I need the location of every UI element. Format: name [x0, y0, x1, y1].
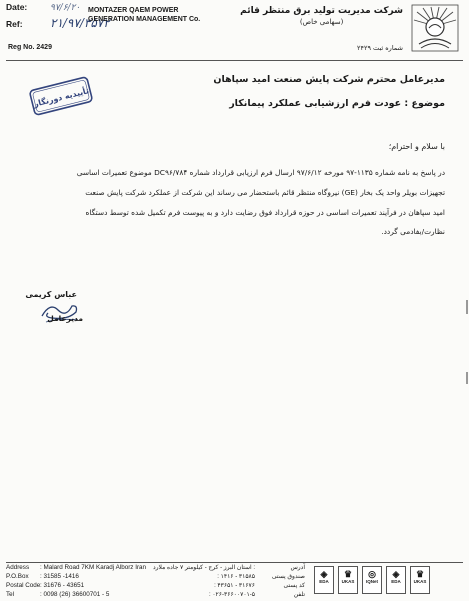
certification-badge-icon: ♛ UKAS — [410, 566, 430, 594]
pobox-label: P.O.Box — [6, 573, 29, 580]
cert-label: EDA — [391, 579, 401, 584]
signatory-name: عباس کریمی — [25, 290, 77, 299]
cert-label: EDA — [319, 579, 329, 584]
cert-label: IQNet — [365, 579, 378, 584]
footer-pobox-fa: ۳۱۵۸۵ - ۱۴۱۶ : — [217, 574, 255, 580]
registration-number: Reg No. 2429 — [8, 44, 52, 51]
date-label: Date: — [6, 2, 28, 12]
company-name-en — [88, 6, 200, 24]
company-name-en-line2: GENERATION MANAGEMENT Co. — [88, 16, 201, 23]
registration-number-fa: شماره ثبت ۲۴۲۹ — [357, 44, 403, 52]
margin-mark — [466, 300, 468, 314]
footer-address — [6, 564, 146, 571]
footer-tel — [6, 591, 109, 598]
body-line: نظارت/بفادمی گردد. — [381, 227, 445, 237]
footer-tel-fa: ۰۲۶-۳۶۶۰۰۷۰۱-۵ : — [208, 592, 255, 598]
postcode-label: Postal Code — [6, 582, 41, 589]
company-logo — [411, 4, 459, 52]
postcode-value: : 31676 - 43651 — [40, 582, 85, 589]
certification-badge-icon: ◈ EDA — [314, 566, 334, 594]
ref-label: Ref: — [6, 19, 23, 29]
certification-badge-icon: ♛ UKAS — [338, 566, 358, 594]
signatory-title: مدیرعامل — [47, 314, 83, 323]
cert-label: UKAS — [413, 579, 427, 584]
footer-pobox — [6, 573, 79, 580]
company-name-fa: شرکت مدیریت تولید برق منتظر قائم — [240, 6, 403, 16]
certification-badge-icon: ◎ IQNet — [362, 566, 382, 594]
address-label-fa: آدرس — [290, 565, 305, 571]
letter-footer — [6, 562, 463, 601]
body-line: امید سپاهان در فرآیند تعمیرات اساسی در حوزه قرارداد فوق رضایت دارد و به پیوست فرم تکمیل شده توسط دستگاه — [85, 207, 445, 217]
fax-confirmation-stamp — [28, 75, 95, 117]
tel-value: : 0098 (26) 36600701 - 5 — [40, 591, 110, 598]
pobox-value: : 31585 -1416 — [40, 573, 79, 580]
subject-line: موضوع : عودت فرم ارزشیابی عملکرد پیمانکار — [229, 98, 445, 109]
footer-postcode — [6, 582, 84, 589]
certification-badge-icon: ◈ EDA — [386, 566, 406, 594]
tel-label: Tel — [6, 591, 15, 598]
margin-mark — [466, 372, 468, 384]
address-value: : Malard Road 7KM Karadj Alborz Iran — [40, 564, 147, 571]
body-line: تجهیزات بویلر واحد یک بخار (GE) نیروگاه منتظر قائم باستحضار می رساند این شرکت از عملکرد شرکت پایش صنعت — [85, 187, 445, 197]
body-line: در پاسخ به نامه شماره ۱۱۳۵-۹۷ مورخه ۹۷/۶/۱۲ ارسال فرم ارزیابی قرارداد شماره DC۹۶/۷۸۴ موضوع تعمیرات اساسی — [76, 168, 445, 177]
date-value: ۹۷/۶/۲۰ — [50, 3, 81, 13]
cert-label: UKAS — [341, 579, 355, 584]
postcode-label-fa: کد پستی — [283, 583, 305, 589]
tel-label-fa: تلفن — [293, 592, 305, 598]
body-paragraph — [26, 163, 445, 242]
addressee: مدیرعامل محترم شرکت پایش صنعت امید سپاهان — [213, 74, 445, 85]
address-label: Address — [6, 564, 30, 571]
footer-address-fa: : استان البرز - کرج - کیلومتر ۷ جاده ملارد — [152, 565, 255, 571]
stamp-text: تأییدیه دورنگار — [32, 86, 90, 109]
header-divider — [6, 60, 463, 61]
company-name-fa-block — [240, 6, 403, 26]
company-name-en-line1: MONTAZER QAEM POWER — [88, 7, 179, 14]
footer-postcode-fa: ۳۱۶۷۶ - ۴۳۶۵۱ : — [214, 583, 255, 589]
ref-value: ۲۱/۹۷/۳۵۷۲ — [50, 16, 110, 30]
greeting: با سلام و احترام؛ — [388, 142, 445, 151]
pobox-label-fa: صندوق پستی — [271, 574, 305, 580]
company-type-fa: (سهامی خاص) — [299, 18, 344, 26]
